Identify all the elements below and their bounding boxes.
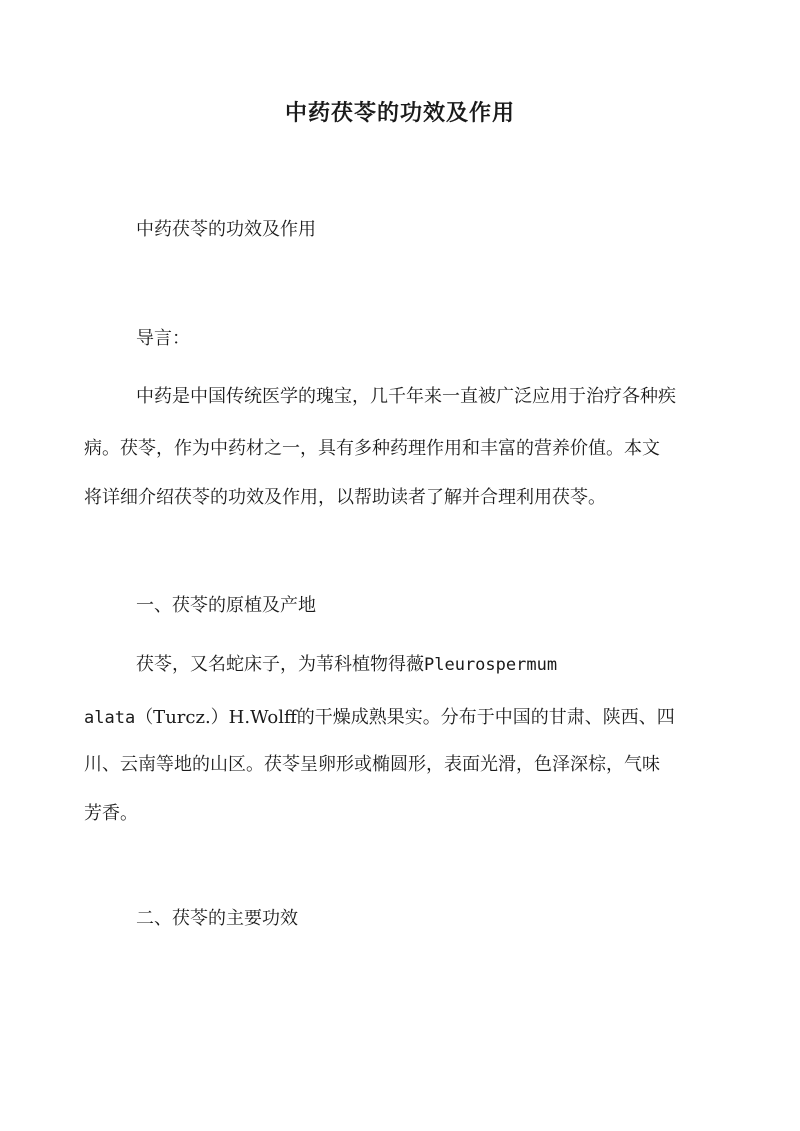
section-1-line-4: 芳香。 <box>84 803 138 824</box>
document-title: 中药茯苓的功效及作用 <box>284 100 515 126</box>
intro-paragraph-line-3: 将详细介绍茯苓的功效及作用，以帮助读者了解并合理利用茯苓。 <box>84 487 606 508</box>
section-1-line-1-chinese: 茯苓，又名蛇床子，为苇科植物得薇 <box>136 654 424 675</box>
section-1-line-3: 川、云南等地的山区。茯苓呈卵形或椭圆形，表面光滑，色泽深棕，气味 <box>84 754 660 775</box>
section-1-heading: 一、茯苓的原植及产地 <box>136 595 316 616</box>
section-2-heading: 二、茯苓的主要功效 <box>136 908 298 929</box>
intro-paragraph-line-2: 病。茯苓，作为中药材之一，具有多种药理作用和丰富的营养价值。本文 <box>84 438 660 459</box>
latin-genus-name: Pleurospermum <box>424 655 558 675</box>
intro-heading: 导言： <box>136 328 190 349</box>
section-1-line-2 <box>84 705 675 731</box>
latin-species-name: alata <box>84 708 136 728</box>
section-1-line-2-text: （Turcz.）H.Wolff的干燥成熟果实。分布于中国的甘肃、陕西、四 <box>135 707 675 728</box>
intro-paragraph-line-1: 中药是中国传统医学的瑰宝，几千年来一直被广泛应用于治疗各种疾 <box>136 386 676 407</box>
section-1-line-1 <box>136 652 557 678</box>
subtitle: 中药茯苓的功效及作用 <box>136 219 316 240</box>
